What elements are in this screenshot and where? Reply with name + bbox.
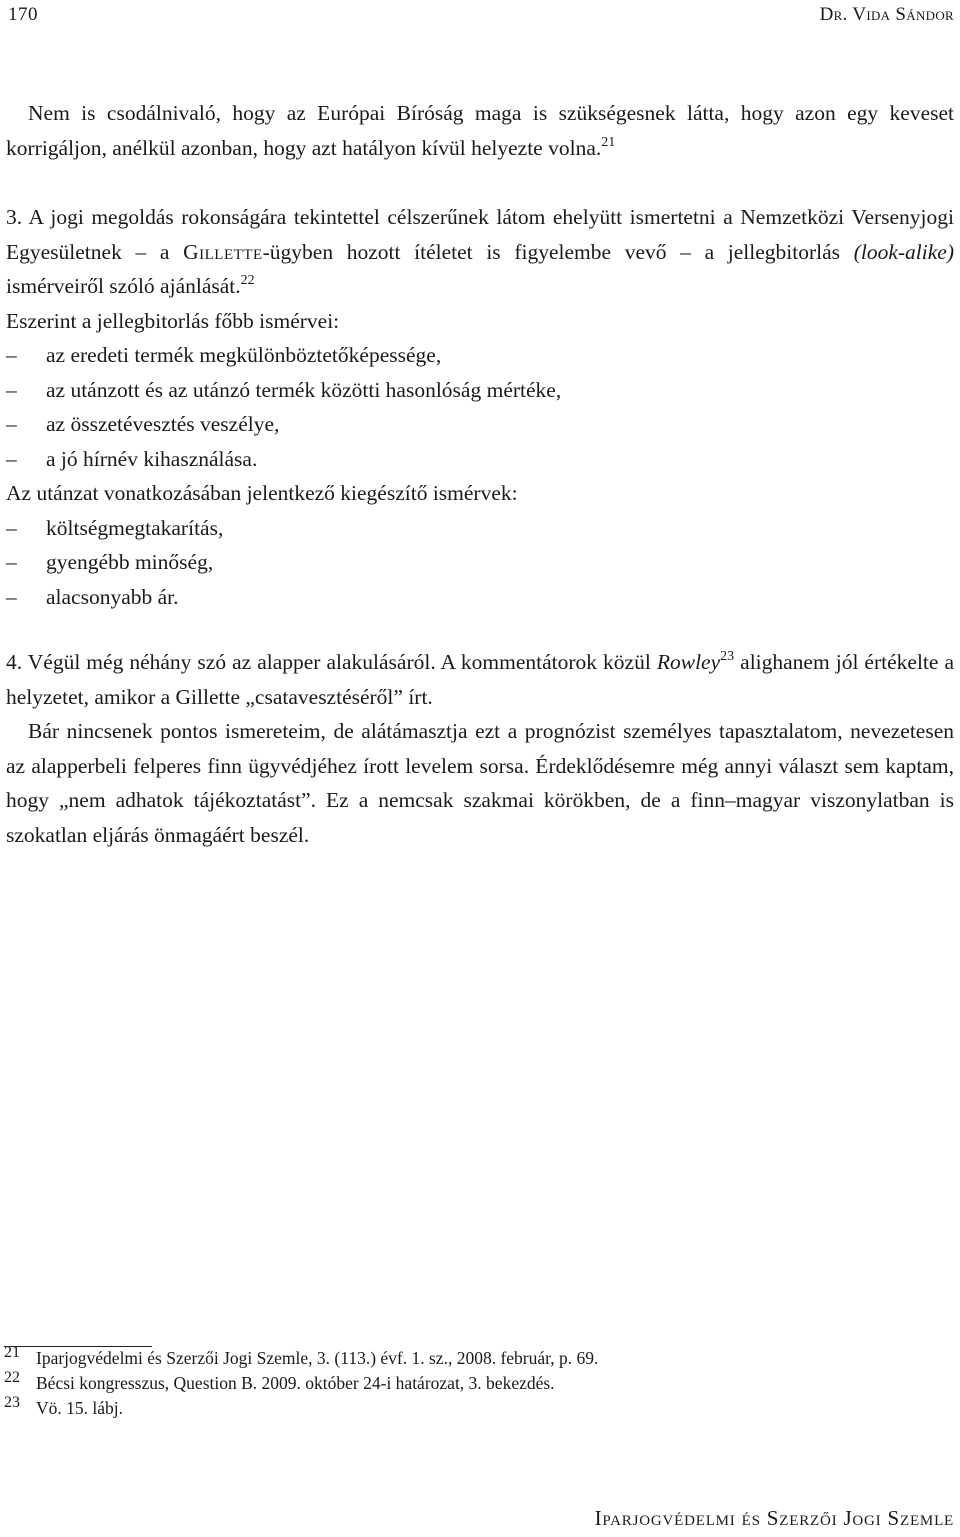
page-number: 170 — [8, 4, 38, 25]
footnote-23: 23 Vö. 15. lábj. — [4, 1394, 124, 1418]
footnotes — [4, 1346, 944, 1421]
supplementary-list — [6, 511, 954, 615]
section-intro — [6, 96, 954, 165]
list-item: – az összetévesztés veszélye, — [6, 412, 280, 436]
list-item: – költségmegtakarítás, — [6, 515, 224, 540]
list-item: – gyengébb minőség, — [6, 550, 214, 574]
list-item: – a jó hírnév kihasználása. — [6, 446, 258, 471]
author-rowley: Rowley — [656, 650, 721, 674]
list-item: – alacsonyabb ár. — [6, 584, 179, 609]
paragraph-4: 4. Végül még néhány szó az alapper alakulásáról. A kommentátorok közül Rowley$^{23}$ alighanem jól értékelte a helyzetet, amikor a Gillette „csatavesztéséről” írt. — [6, 649, 954, 709]
paragraph-5: Bár nincsenek pontos ismereteim, de alátámasztja ezt a prognózist személyes tapasztalatom, nevezetesen az alapperbeli felperes finn ügyvédjéhez írott levelem sorsa. Érdeklődésemre még annyi választ sem kaptam, hogy „nem adhatok tájékoztatást”. Ez a nemcsak szakmai körökben, de a finn–magyar viszonylatban is szokatlan eljárás önmagáért beszél. — [6, 719, 954, 847]
look-alike-term: (look-alike) — [853, 239, 954, 264]
criteria-intro: Eszerint a jellegbitorlás főbb ismérvei: — [6, 308, 340, 333]
supplementary-intro: Az utánzat vonatkozásában jelentkező kiegészítő ismérvek: — [6, 481, 518, 505]
footnote-ref-21: 21 — [601, 134, 616, 150]
list-item: – az eredeti termék megkülönböztetőképessége, — [6, 343, 442, 367]
footnote-ref-23: 23 — [720, 649, 735, 664]
list-item: – az utánzott és az utánzó termék közötti hasonlóság mértéke, — [6, 377, 562, 402]
gillette-case-name: Gillette — [183, 239, 263, 264]
page-header — [8, 0, 954, 26]
section-4 — [6, 645, 954, 852]
footnote-22: 22 Bécsi kongresszus, Question B. 2009. október 24-i határozat, 3. bekezdés. — [4, 1369, 555, 1393]
paragraph-3: 3. A jogi megoldás rokonságára tekintettel célszerűnek látom ehelyütt ismertetni a Nemzetközi Versenyjogi Egyesületnek – a Gillette-ügyben hozott ítéletet is figyelembe vevő – a jellegbitorlás (look-alike) ismérveiről szóló ajánlását.$^{22}$ — [6, 205, 954, 298]
footnote-ref-22: 22 — [240, 273, 255, 288]
paragraph-1: Nem is csodálnivaló, hogy az Európai Bíróság maga is szükségesnek látta, hogy azon egy keveset korrigáljon, anélkül azonban, hogy azt hatályon kívül helyezte volna.$^{21}$ — [6, 101, 954, 160]
running-head: Dr. Vida Sándor — [819, 4, 954, 25]
section-3 — [6, 200, 954, 614]
journal-footer: Iparjogvédelmi és Szerzői Jogi Szemle — [594, 1506, 954, 1530]
criteria-list — [6, 338, 954, 476]
footnote-21: 21 Iparjogvédelmi és Szerzői Jogi Szemle, 3. (113.) évf. 1. sz., 2008. február, p. 69. — [4, 1344, 599, 1368]
